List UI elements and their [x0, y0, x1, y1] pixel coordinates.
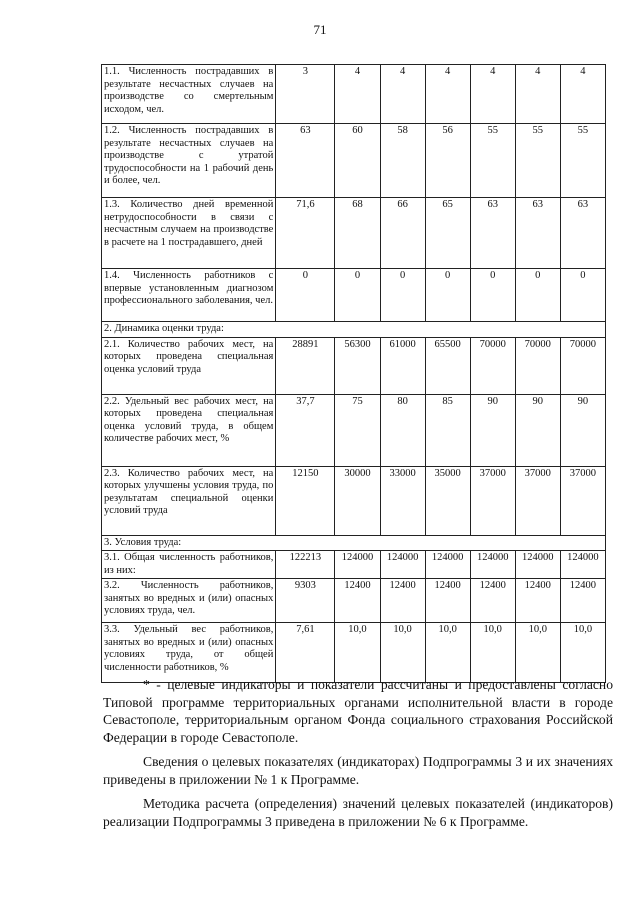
table-row — [102, 623, 606, 683]
table-row — [102, 394, 606, 466]
section-row — [102, 322, 606, 338]
indicator-value: 4 — [470, 65, 515, 124]
indicator-value: 37000 — [560, 466, 605, 535]
indicator-value: 4 — [425, 65, 470, 124]
indicator-label: 3.2. Численность работников, занятых во вредных и (или) опасных условиях труда, чел. — [102, 579, 276, 623]
footnote-info: Сведения о целевых показателях (индикаторах) Подпрограммы 3 и их значениях приведены в приложении № 1 к Программе. — [103, 754, 613, 787]
indicator-value: 37,7 — [276, 394, 335, 466]
indicator-value: 33000 — [380, 466, 425, 535]
indicator-value: 124000 — [380, 551, 425, 579]
table-row — [102, 198, 606, 269]
indicator-value: 12400 — [335, 579, 380, 623]
indicator-value: 10,0 — [425, 623, 470, 683]
table-row — [102, 466, 606, 535]
indicator-value: 56300 — [335, 337, 380, 394]
indicator-value: 80 — [380, 394, 425, 466]
indicator-value: 71,6 — [276, 198, 335, 269]
indicator-value: 68 — [335, 198, 380, 269]
indicator-value: 56 — [425, 124, 470, 198]
indicator-value: 12400 — [515, 579, 560, 623]
section-row — [102, 535, 606, 551]
indicator-value: 0 — [380, 269, 425, 322]
table-row — [102, 551, 606, 579]
indicator-value: 10,0 — [380, 623, 425, 683]
indicator-value: 124000 — [335, 551, 380, 579]
indicators-table — [101, 64, 606, 683]
indicator-value: 63 — [515, 198, 560, 269]
indicator-value: 30000 — [335, 466, 380, 535]
indicator-value: 7,61 — [276, 623, 335, 683]
table-row — [102, 337, 606, 394]
table-row — [102, 65, 606, 124]
indicator-value: 63 — [276, 124, 335, 198]
indicator-value: 10,0 — [515, 623, 560, 683]
indicator-value: 70000 — [470, 337, 515, 394]
indicator-value: 0 — [276, 269, 335, 322]
indicator-value: 4 — [335, 65, 380, 124]
indicator-value: 37000 — [470, 466, 515, 535]
indicator-value: 124000 — [470, 551, 515, 579]
footnote-method: Методика расчета (определения) значений целевых показателей (индикаторов) реализации Подпрограммы 3 приведена в приложении № 6 к Программе. — [103, 796, 613, 829]
indicator-label: 2.3. Количество рабочих мест, на которых улучшены условия труда, по результатам специальной оценки условий труда — [102, 466, 276, 535]
indicator-value: 0 — [470, 269, 515, 322]
indicator-value: 122213 — [276, 551, 335, 579]
indicator-value: 12400 — [380, 579, 425, 623]
indicator-value: 70000 — [560, 337, 605, 394]
indicator-label: 2.1. Количество рабочих мест, на которых проведена специальная оценка условий труда — [102, 337, 276, 394]
indicator-value: 12150 — [276, 466, 335, 535]
indicator-value: 63 — [470, 198, 515, 269]
indicator-value: 0 — [560, 269, 605, 322]
indicator-value: 90 — [470, 394, 515, 466]
indicator-value: 90 — [560, 394, 605, 466]
page-number: 71 — [313, 22, 327, 37]
indicator-value: 90 — [515, 394, 560, 466]
indicator-value: 75 — [335, 394, 380, 466]
indicator-label: 1.3. Количество дней временной нетрудоспособности в связи с несчастным случаем на производстве в расчете на 1 пострадавшего, дней — [102, 198, 276, 269]
indicator-value: 85 — [425, 394, 470, 466]
table-body — [102, 65, 606, 683]
indicator-value: 66 — [380, 198, 425, 269]
section-heading: 2. Динамика оценки труда: — [102, 322, 606, 338]
indicator-value: 58 — [380, 124, 425, 198]
indicator-label: 1.4. Численность работников с впервые установленным диагнозом профессионального заболевания, чел. — [102, 269, 276, 322]
indicator-value: 10,0 — [560, 623, 605, 683]
indicator-value: 55 — [560, 124, 605, 198]
section-heading: 3. Условия труда: — [102, 535, 606, 551]
indicator-value: 12400 — [425, 579, 470, 623]
indicator-value: 65500 — [425, 337, 470, 394]
indicator-value: 35000 — [425, 466, 470, 535]
indicator-value: 60 — [335, 124, 380, 198]
indicator-value: 61000 — [380, 337, 425, 394]
footnote-block — [103, 676, 613, 837]
indicator-value: 28891 — [276, 337, 335, 394]
table-row — [102, 579, 606, 623]
indicator-value: 3 — [276, 65, 335, 124]
indicator-value: 124000 — [560, 551, 605, 579]
indicator-value: 37000 — [515, 466, 560, 535]
indicator-value: 55 — [470, 124, 515, 198]
indicator-value: 63 — [560, 198, 605, 269]
table-row — [102, 124, 606, 198]
indicator-value: 0 — [335, 269, 380, 322]
indicator-value: 12400 — [560, 579, 605, 623]
indicator-value: 0 — [425, 269, 470, 322]
indicator-value: 65 — [425, 198, 470, 269]
indicator-value: 4 — [560, 65, 605, 124]
indicator-label: 3.3. Удельный вес работников, занятых во вредных и (или) опасных условиях труда, от общей численности работников, % — [102, 623, 276, 683]
indicator-label: 1.2. Численность пострадавших в результате несчастных случаев на производстве с утратой трудоспособности на 1 рабочий день и более, чел. — [102, 124, 276, 198]
indicator-label: 1.1. Численность пострадавших в результате несчастных случаев на производстве со смертельным исходом, чел. — [102, 65, 276, 124]
footnote-note: * - целевые индикаторы и показатели рассчитаны и предоставлены согласно Типовой программе территориальных органами исполнительной власти в городе Севастополе, территориальным органом Фонда социального страхования Российской Федерации в городе Севастополе. — [103, 677, 613, 745]
indicator-value: 4 — [380, 65, 425, 124]
indicator-value: 4 — [515, 65, 560, 124]
indicator-value: 0 — [515, 269, 560, 322]
indicator-value: 12400 — [470, 579, 515, 623]
indicator-value: 55 — [515, 124, 560, 198]
indicator-value: 124000 — [515, 551, 560, 579]
table-row — [102, 269, 606, 322]
indicator-label: 2.2. Удельный вес рабочих мест, на которых проведена специальная оценка условий труда, в общем количестве рабочих мест, % — [102, 394, 276, 466]
indicator-value: 10,0 — [470, 623, 515, 683]
indicator-value: 10,0 — [335, 623, 380, 683]
indicator-value: 124000 — [425, 551, 470, 579]
indicator-value: 9303 — [276, 579, 335, 623]
indicator-label: 3.1. Общая численность работников, из них: — [102, 551, 276, 579]
indicator-value: 70000 — [515, 337, 560, 394]
